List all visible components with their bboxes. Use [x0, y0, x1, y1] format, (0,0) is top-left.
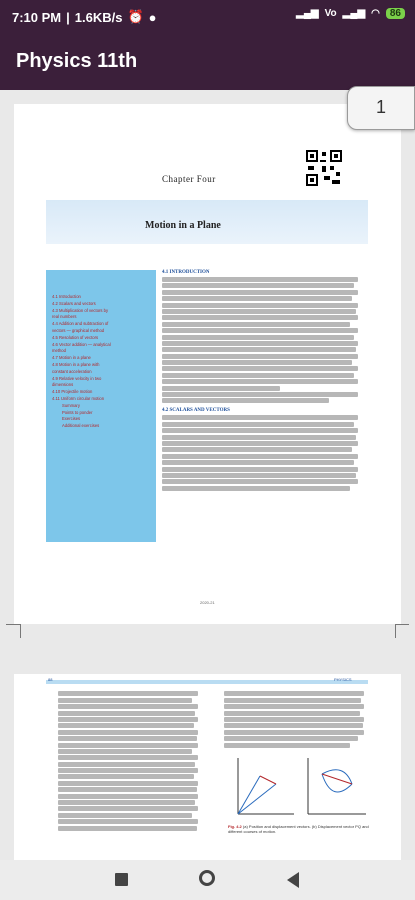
- whatsapp-icon: ●: [148, 9, 157, 25]
- contents-item: real numbers: [52, 314, 77, 320]
- contents-item: vectors — graphical method: [52, 327, 105, 333]
- qr-code-icon: [304, 148, 344, 188]
- figure-caption-label: Fig. 4.2: [228, 824, 242, 829]
- text-column-right: [224, 690, 364, 749]
- crop-mark: [395, 624, 409, 625]
- network-speed: 1.6KB/s: [74, 9, 123, 25]
- crop-mark: [395, 624, 396, 638]
- wifi-icon: ◠: [371, 8, 380, 19]
- chapter-label: Chapter Four: [162, 174, 216, 184]
- contents-item: 4.4 Addition and subtraction of: [52, 321, 109, 327]
- page-footer: 2020-21: [200, 600, 215, 605]
- contents-item: 4.9 Relative velocity in two: [52, 375, 102, 381]
- body-text: [162, 270, 358, 492]
- status-separator: |: [66, 9, 70, 25]
- signal-icon-2: ▂▄▆: [342, 8, 366, 19]
- recents-icon[interactable]: [115, 873, 128, 886]
- battery-icon: 86: [386, 8, 405, 19]
- contents-item: 4.2 Scalars and vectors: [52, 300, 96, 306]
- contents-item: 4.11 Uniform circular motion: [52, 395, 105, 401]
- pdf-page-2[interactable]: [14, 674, 401, 860]
- alarm-icon: ⏰: [127, 9, 144, 24]
- contents-item: 4.5 Resolution of vectors: [52, 334, 99, 340]
- volte-icon: Vo: [324, 8, 337, 19]
- status-time: 7:10 PM: [12, 9, 62, 25]
- contents-item: 4.8 Motion in a plane with: [52, 361, 100, 367]
- figure-caption: [228, 824, 378, 834]
- crop-mark: [6, 624, 20, 625]
- page-header-number: 88: [48, 677, 53, 682]
- figure-caption-text: (a) Position and displacement vectors. (b) Displacement vector PQ and different courses of motion.: [228, 824, 369, 834]
- section-heading: 4.1 INTRODUCTION: [162, 270, 210, 275]
- contents-item: 4.10 Projectile motion: [52, 389, 93, 395]
- home-icon[interactable]: [199, 870, 215, 886]
- contents-extra: Exercises: [62, 416, 81, 422]
- app-title: Physics 11th: [16, 50, 138, 72]
- page-number-indicator[interactable]: [347, 86, 415, 130]
- contents-list: [52, 294, 156, 430]
- page-header-band: [46, 680, 368, 684]
- status-left: [12, 9, 157, 25]
- contents-item: 4.6 Vector addition — analytical: [52, 341, 111, 347]
- contents-item: 4.3 Multiplication of vectors by: [52, 307, 109, 313]
- crop-mark: [20, 624, 21, 638]
- pdf-page-1[interactable]: [14, 104, 401, 624]
- section-heading: 4.2 SCALARS AND VECTORS: [162, 408, 230, 414]
- status-right: [296, 8, 405, 19]
- app-bar: [0, 34, 415, 90]
- page-header-title: PHYSICS: [334, 677, 352, 682]
- contents-item: dimensions: [52, 382, 74, 388]
- back-icon[interactable]: [287, 872, 299, 888]
- contents-extra: Additional exercises: [62, 423, 100, 429]
- page-number: 1: [376, 97, 387, 117]
- signal-icon: ▂▄▆: [296, 8, 319, 19]
- contents-item: method: [52, 348, 66, 354]
- contents-item: 4.1 Introduction: [52, 294, 81, 299]
- status-bar: [0, 0, 415, 34]
- contents-extra: Summary: [62, 402, 80, 408]
- system-nav-bar: [0, 860, 415, 900]
- contents-item: constant acceleration: [52, 368, 92, 374]
- contents-extra: Points to ponder: [62, 409, 93, 415]
- text-column-left: [58, 690, 198, 832]
- chapter-title: Motion in a Plane: [145, 220, 221, 231]
- figure-4-2: [232, 754, 372, 820]
- contents-item: 4.7 Motion in a plane: [52, 355, 91, 361]
